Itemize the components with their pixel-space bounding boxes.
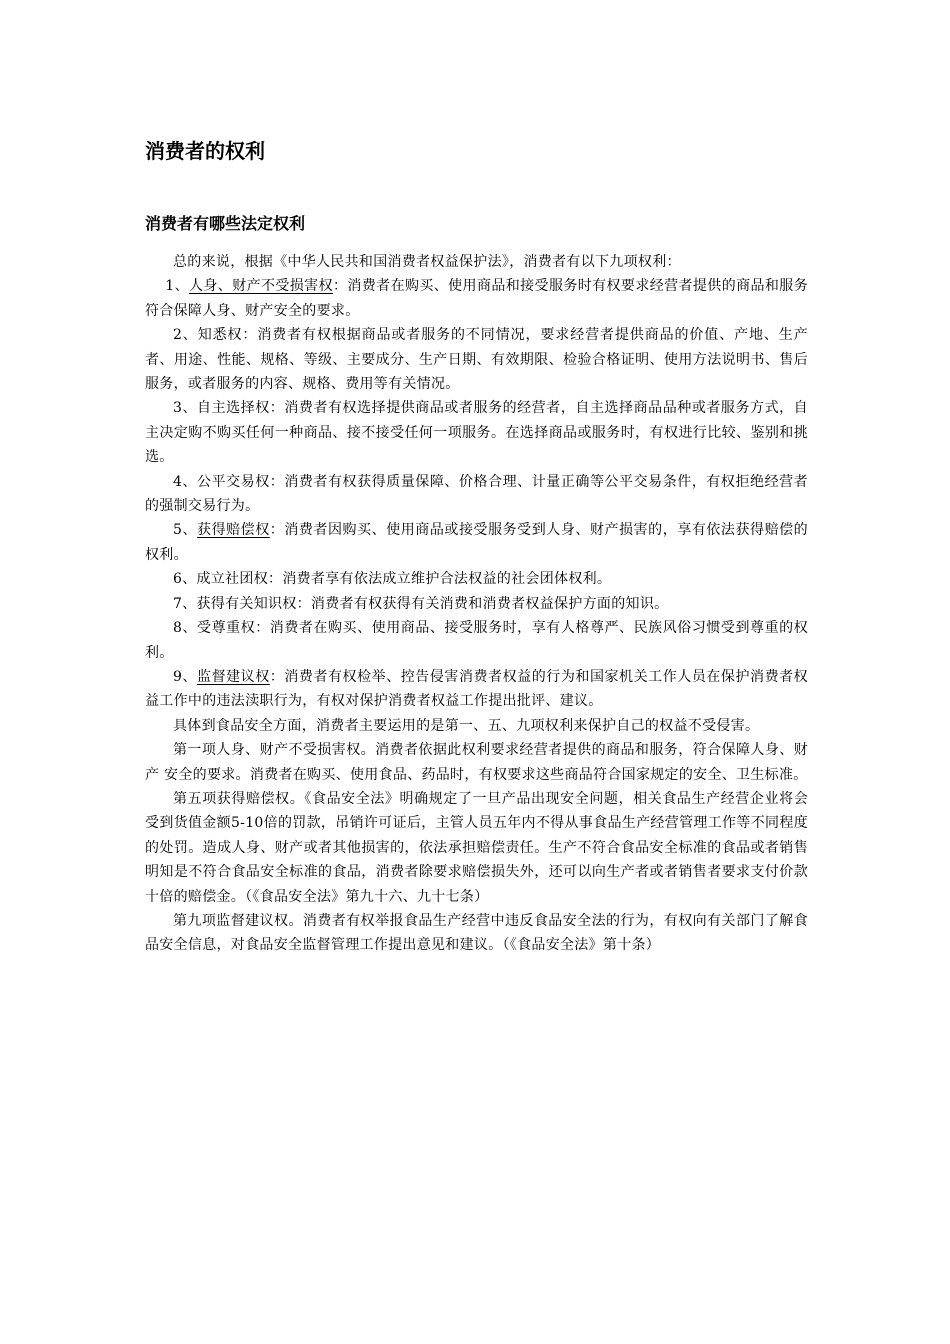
body-paragraph: 第一项人身、财产不受损害权。消费者依据此权利要求经营者提供的商品和服务，符合保障人身、财产 安全的要求。消费者在购买、使用食品、药品时，有权要求这些商品符合国家规定的安全、卫生标准。	[145, 742, 808, 783]
right-description: ：消费者有权获得质量保障、价格合理、计量正确等公平交易条件，有权拒绝经营者的强制交易行为。	[145, 473, 808, 515]
right-number: 8、	[173, 620, 198, 637]
right-description: ：消费者在购买、使用商品、接受服务时，享有人格尊严、民族风俗习惯受到尊重的权利。	[145, 620, 808, 661]
right-number: 9、	[173, 668, 198, 685]
right-number: 4、	[173, 473, 198, 490]
right-description: ：消费者有权检举、控告侵害消费者权益的行为和国家机关工作人员在保护消费者权益工作中的违法渎职行为，有权对保护消费者权益工作提出批评、建议。	[145, 668, 808, 710]
right-item	[145, 518, 808, 567]
intro-paragraph: 总的来说，根据《中华人民共和国消费者权益保护法》，消费者有以下九项权利：	[173, 254, 681, 270]
right-description: ：消费者在购买、使用商品和接受服务时有权要求经营者提供的商品和服务符合保障人身、财产安全的要求。	[145, 278, 808, 319]
body-paragraph: 第五项获得赔偿权。《食品安全法》明确规定了一旦产品出现安全问题，相关食品生产经营企业将会受到货值金额5-10倍的罚款，吊销许可证后，主管人员五年内不得从事食品生产经营管理工作等不同程度的处罚。造成人身、财产或者其他损害的，依法承担赔偿责任。生产不符合食品安全标准的食品或者销售明知是不符合食品安全标准的食品，消费者除要求赔偿损失外，还可以向生产者或者销售者要求支付价款十倍的赔偿金。（《食品安全法》第九十六、九十七条）	[145, 790, 808, 905]
right-item	[145, 274, 808, 323]
page-title: 消费者的权利	[145, 139, 265, 163]
right-item	[145, 470, 808, 519]
right-item	[145, 396, 808, 469]
right-item	[145, 567, 808, 591]
right-description: ：消费者享有依法成立维护合法权益的社会团体权利。	[268, 571, 612, 588]
right-number: 3、	[173, 400, 198, 417]
body-paragraph: 具体到食品安全方面，消费者主要运用的是第一、五、九项权利来保护自己的权益不受侵害。	[173, 717, 760, 734]
right-item	[145, 323, 808, 396]
right-description: ：消费者因购买、使用商品或接受服务受到人身、财产损害的，享有依法获得赔偿的权利。	[145, 522, 808, 563]
right-name: 受尊重权	[197, 620, 256, 637]
right-name: 自主选择权	[197, 400, 270, 417]
right-description: ：消费者有权选择提供商品或者服务的经营者，自主选择商品品种或者服务方式，自主决定购不购买任何一种商品、接不接受任何一项服务。在选择商品或服务时，有权进行比较、鉴别和挑选。	[145, 400, 808, 466]
right-name: 获得赔偿权	[197, 522, 270, 539]
right-name: 人身、财产不受损害权	[189, 278, 333, 295]
right-number: 7、	[173, 595, 197, 612]
right-description: ：消费者有权获得有关消费和消费者权益保护方面的知识。	[296, 595, 669, 612]
document-body	[145, 250, 808, 958]
section-heading: 消费者有哪些法定权利	[145, 214, 306, 233]
right-item	[145, 616, 808, 665]
right-number: 5、	[173, 522, 198, 539]
right-number: 1、	[165, 278, 189, 295]
right-number: 6、	[173, 571, 197, 588]
right-description: ：消费者有权根据商品或者服务的不同情况，要求经营者提供商品的价值、产地、生产者、用途、性能、规格、等级、主要成分、生产日期、有效期限、检验合格证明、使用方法说明书、售后服务，或者服务的内容、规格、费用等有关情况。	[145, 327, 808, 393]
right-name: 公平交易权	[197, 473, 270, 490]
right-number: 2、	[173, 327, 198, 344]
right-item	[145, 665, 808, 714]
body-paragraph: 第九项监督建议权。消费者有权举报食品生产经营中违反食品安全法的行为，有权向有关部门了解食品安全信息，对食品安全监督管理工作提出意见和建议。（《食品安全法》第十条）	[145, 912, 808, 954]
right-name: 获得有关知识权	[196, 595, 297, 612]
right-name: 成立社团权	[196, 571, 269, 588]
right-item	[145, 592, 808, 616]
right-name: 监督建议权	[197, 668, 270, 685]
right-name: 知悉权	[197, 327, 243, 344]
